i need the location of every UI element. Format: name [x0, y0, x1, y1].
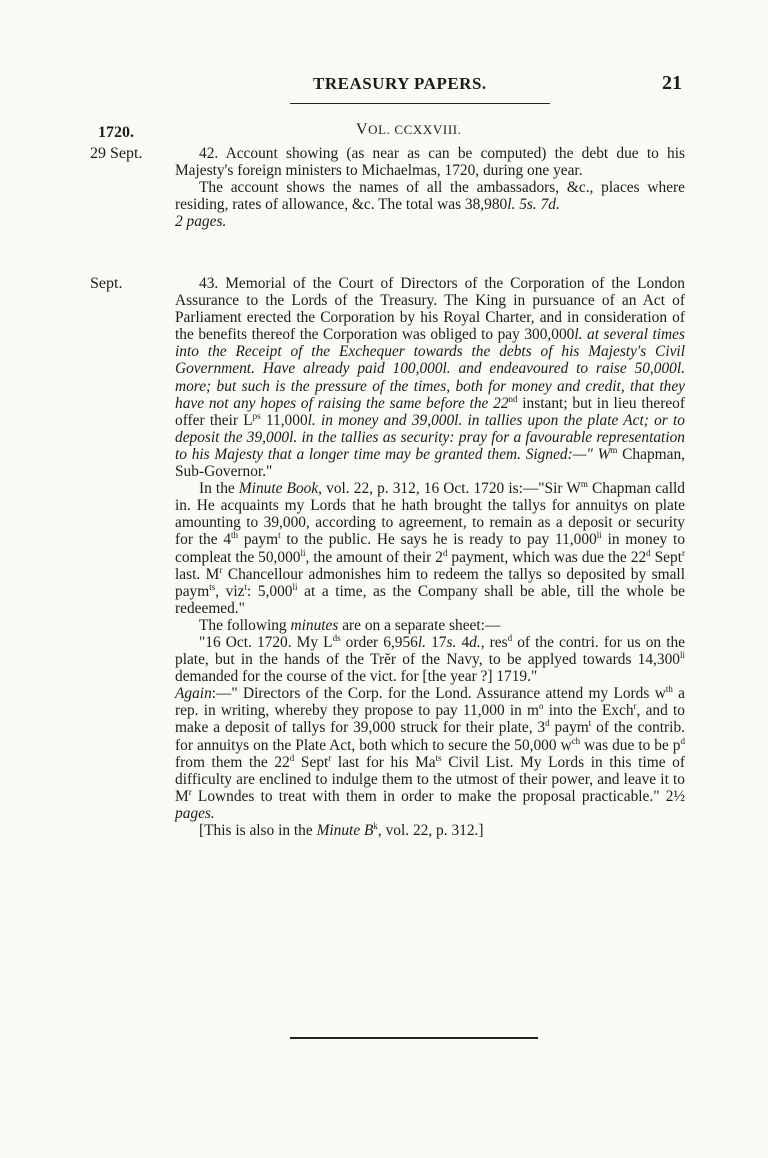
oct-er: ĕr [384, 651, 397, 669]
oct-f: of the contri. for us on the plate, but in the hands of the Tr [175, 633, 685, 669]
again-k: Civil List. My Lords in this time of difficulty are enclined to indulge them to the utmost of their power, and leave it to M [175, 753, 685, 805]
oct-l: l. [417, 633, 427, 651]
memorial-d: l. more; but such is the pressure of the times, both for money and credit, that they have not any hopes of raising the same before the 22 [175, 360, 685, 412]
sup-r-3: r [633, 701, 637, 712]
minute-m: at a time, as the Company shall be able, till the whole be redeemed." [175, 582, 685, 617]
minute-a: , vol. 22, p. 312, 16 Oct. 1720 is:—"Sir W [318, 480, 581, 498]
minute-k: , viz [215, 582, 245, 600]
oct-c: 17 [426, 633, 447, 651]
sup-m-2: m [580, 479, 588, 489]
memorial-j: Chapman, Sub-Governor." [175, 445, 685, 481]
entry-42-summary-start: The account shows the names of all the ambassadors, &c., places where residing, rates of allowance, &c. The total was 38,980 [175, 179, 685, 214]
entry-42-total-s: 5s. [515, 196, 541, 214]
memorial-c: l. and endeavoured to raise 50,000 [442, 360, 677, 378]
sup-m: m [610, 444, 618, 455]
following-b: are on a separate sheet:— [338, 616, 501, 634]
entry-42 [175, 145, 685, 230]
header-rule [290, 103, 550, 104]
minute-f: , the amount of their 2 [305, 548, 443, 566]
sup-th-2: th [665, 684, 673, 695]
entry-42-summary [175, 179, 685, 213]
page-number: 21 [662, 72, 682, 94]
entry-42-total-d: 7d. [540, 196, 560, 214]
entry-43-memorial [175, 275, 685, 480]
again-b: a rep. in writing, whereby they propose to pay 11,000 in m [175, 685, 686, 720]
minute-e: in money to compleat the 50,000 [175, 531, 686, 566]
again-c: into the Exch [543, 702, 634, 720]
sup-th: th [231, 530, 239, 541]
entry-43-again [175, 685, 685, 822]
sup-r-5: r [188, 786, 192, 797]
volume-heading [356, 121, 462, 139]
entry-43-following [175, 617, 685, 634]
margin-year: 1720. [98, 124, 134, 141]
entry-42-main: 42. Account showing (as near as can be computed) the debt due to his Majesty's foreign ministers to Michaelmas, 1720, during one year. [175, 145, 685, 180]
minute-l: : 5,000 [246, 582, 293, 600]
margin-date-43: Sept. [90, 275, 123, 292]
sup-ts: ts [209, 581, 216, 592]
volume-prefix: V [356, 121, 369, 138]
following-minutes: minutes [290, 616, 339, 634]
oct-h: demanded for the course of the vict. for [the year ?] 1719." [175, 668, 538, 686]
sup-r-4: r [328, 752, 332, 763]
sup-ps: ps [252, 410, 261, 421]
memorial-g: l. in money and 39,000 [307, 411, 455, 429]
minute-g: payment, which was due the 22 [447, 548, 647, 566]
oct-d: 4 [456, 633, 470, 651]
bracket-b: , vol. 22, p. 312.] [377, 822, 484, 839]
sup-d-5: d [680, 735, 685, 746]
oct-dd: d. [469, 633, 481, 651]
again-pages: pages. [175, 804, 215, 822]
oct-e: , res [480, 633, 508, 651]
minute-book: Minute Book [238, 480, 319, 498]
again-e: paym [549, 719, 589, 737]
memorial-f: 11,000 [260, 411, 308, 429]
minute-i: last. M [175, 565, 220, 583]
sup-li-4: li [680, 649, 686, 660]
sup-li-3: li [292, 581, 298, 592]
bracket-minute: Minute B [316, 822, 374, 839]
bracket-a: [This is also in the [199, 822, 317, 839]
memorial-e: instant; but in lieu thereof offer their L [175, 394, 685, 429]
again-label: Again [175, 685, 212, 703]
entry-42-pages [175, 213, 685, 230]
again-j: last for his Ma [331, 753, 436, 771]
again-i: Sept [294, 753, 329, 771]
minute-h: Sept [650, 548, 682, 566]
running-title: TREASURY PAPERS. [313, 74, 487, 93]
sup-t-3: t [588, 718, 592, 729]
again-f: of the contrib. for annuitys on the Plate Act, both which to secure the 50,000 w [175, 719, 686, 754]
oct-g: of the Navy, to be applyed towards 14,300 [396, 651, 680, 669]
sup-o: o [539, 701, 544, 712]
again-l: Lowndes to treat with them in order to make the proposal practicable." 2½ [191, 787, 685, 805]
sup-k: k [373, 820, 378, 831]
sup-d-3: d [507, 632, 513, 643]
volume-rest: OL. CCXXVIII. [368, 122, 462, 137]
entry-42-pages-text: 2 pages. [175, 213, 227, 231]
memorial-i: l. in the tallies as security: pray for a favourable representation to his Majesty that a longer time may be granted them. Signed:—" W [175, 428, 685, 463]
minute-c: paym [238, 531, 279, 549]
entry-43-oct [175, 634, 685, 685]
entry-43-minute [175, 480, 685, 617]
again-g: was due to be p [580, 736, 681, 754]
margin-date-42: 29 Sept. [90, 145, 143, 162]
entry-43 [175, 275, 685, 839]
oct-a: "16 Oct. 1720. My L [199, 633, 333, 651]
again-d: , and to make a deposit of tallys for 39,000 struck for their plate, 3 [175, 702, 685, 737]
sup-nd: nd [508, 393, 518, 404]
sup-d: d [442, 547, 448, 558]
sup-r-2: r [219, 564, 223, 575]
sup-li: li [596, 530, 602, 541]
sup-t: t [278, 530, 281, 541]
again-h: from them the 22 [175, 753, 290, 771]
sup-ts-2: ts [435, 752, 442, 763]
memorial-a: 43. Memorial of the Court of Directors of the Corporation of the London Assurance to the Lords of the Treasury. The King in pursuance of an Act of Parliament erected the Corporation by his Royal Charter, and in consideration of the benefits thereof the Corporation was obliged to pay 300,000 [175, 275, 685, 344]
oct-s: s. [446, 633, 457, 651]
footer-rule [290, 1037, 538, 1039]
sup-r: r [681, 547, 685, 558]
sup-d-4: d [545, 718, 550, 729]
minute-b: Chapman calld in. He acquaints my Lords that he hath brought the tallys for annuitys on plate amounting to 39,000, according to agreement, to remain as a deposit or security for the 4 [175, 480, 685, 549]
oct-b: order 6,956 [340, 633, 418, 651]
sup-ds: ds [332, 632, 341, 643]
sup-li-2: li [300, 547, 306, 558]
sup-d-6: d [289, 752, 295, 763]
sup-d-2: d [646, 547, 651, 558]
sup-t-2: t [244, 581, 247, 592]
sup-ch: ch [571, 735, 581, 746]
entry-42-total-l: l. [507, 196, 516, 214]
minute-d: to the public. He says he is ready to pay 11,000 [280, 531, 597, 549]
minute-j: Chancellour admonishes him to redeem the tallys so deposited by small paym [175, 565, 685, 600]
memorial-b: l. at several times into the Receipt of the Exchequer towards the debts of his Majesty's Civil Government. Have already paid 100,000 [175, 326, 685, 378]
minute-intro: In the [199, 480, 239, 498]
entry-43-bracket [175, 822, 685, 839]
memorial-h: l. in tallies upon the plate Act; or to deposit the 39,000 [175, 411, 685, 446]
following-a: The following [199, 616, 291, 634]
again-a: :—" Directors of the Corp. for the Lond. Assurance attend my Lords w [211, 685, 666, 703]
